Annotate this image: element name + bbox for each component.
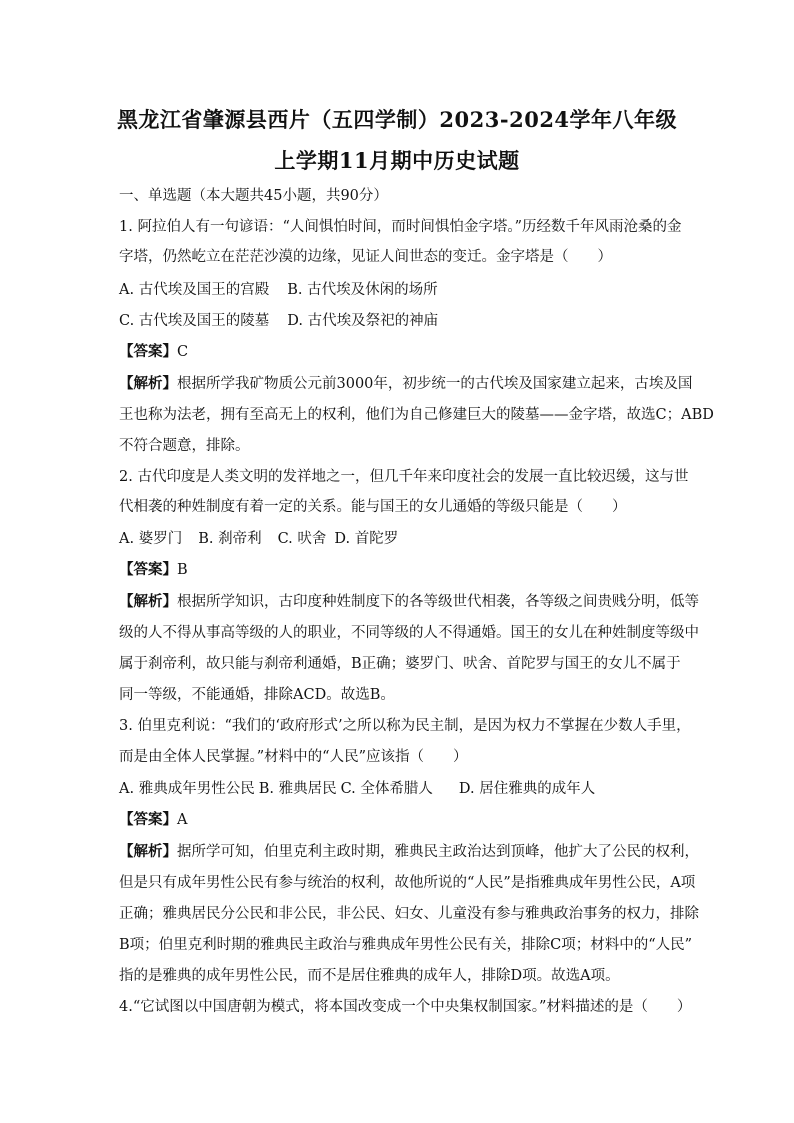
q3-analysis-text1: 据所学可知，伯里克利主政时期，雅典民主政治达到顶峰，他扩大了公民的权利，	[177, 844, 699, 860]
q2-option-a: A. 婆罗门	[119, 531, 183, 547]
q3-option-b: B. 雅典居民	[258, 781, 337, 797]
q1-option-b: B. 古代埃及休闲的场所	[287, 282, 438, 298]
q2-answer	[119, 560, 188, 580]
q1-option-c: C. 古代埃及国王的陵墓	[119, 313, 270, 329]
q1-answer-label: 【答案】	[119, 343, 177, 360]
q3-answer	[119, 810, 187, 830]
document-title-line1: 黑龙江省肇源县西片（五四学制）2023-2024学年八年级	[116, 107, 678, 132]
q1-analysis-line2: 王也称为法老，拥有至高无上的权利，他们为自己修建巨大的陵墓——金字塔，故选C；ABD	[119, 407, 714, 423]
q2-analysis-line2: 级的人不得从事高等级的人的职业，不同等级的人不得通婚。国王的女儿在种姓制度等级中	[119, 625, 699, 641]
q1-analysis-label: 【解析】	[119, 375, 177, 392]
q2-answer-label: 【答案】	[119, 561, 177, 578]
q3-answer-value: A	[177, 812, 188, 828]
q3-options-row	[119, 779, 595, 799]
q1-option-d: D. 古代埃及祭祀的神庙	[287, 313, 439, 329]
q1-options-row2	[119, 311, 438, 331]
q2-analysis-line4: 同一等级，不能通婚，排除ACD。故选B。	[119, 687, 395, 703]
q1-analysis-text1: 根据所学我矿物质公元前3000年，初步统一的古代埃及国家建立起来，古埃及国	[177, 376, 693, 392]
q2-option-b: B. 刹帝利	[198, 531, 262, 547]
q3-stem-line1: 3. 伯里克利说：“我们的‘政府形式’之所以称为民主制，是因为权力不掌握在少数人手里，	[119, 718, 691, 734]
q1-analysis-line1	[119, 374, 692, 394]
q2-options-row	[119, 529, 398, 549]
q3-analysis-line3: 正确；雅典居民分公民和非公民，非公民、妇女、儿童没有参与雅典政治事务的权力，排除	[119, 906, 699, 922]
q2-stem-line1: 2. 古代印度是人类文明的发祥地之一，但几千年来印度社会的发展一直比较迟缓，这与世	[119, 469, 689, 485]
q1-option-a: A. 古代埃及国王的宫殿	[119, 282, 270, 298]
q2-stem-line2: 代相袭的种姓制度有着一定的关系。能与国王的女儿通婚的等级只能是（ ）	[119, 499, 627, 515]
q1-answer-value: C	[177, 344, 189, 360]
q1-options-row1	[119, 280, 438, 300]
q1-answer	[119, 342, 188, 362]
q2-answer-value: B	[177, 562, 188, 578]
q1-stem-line2: 字塔，仍然屹立在茫茫沙漠的边缘，见证人间世态的变迁。金字塔是（ ）	[119, 249, 612, 265]
q2-analysis-line1	[119, 592, 699, 612]
q3-analysis-line5: 指的是雅典的成年男性公民，而不是居住雅典的成年人，排除D项。故选A项。	[119, 968, 620, 984]
section-header: 一、单选题（本大题共45小题，共90分）	[119, 188, 388, 204]
q3-analysis-line2: 但是只有成年男性公民有参与统治的权利，故他所说的“人民”是指雅典成年男性公民，A项	[119, 875, 696, 891]
q3-analysis-label: 【解析】	[119, 843, 177, 860]
q1-stem-line1: 1. 阿拉伯人有一句谚语：“人间惧怕时间，而时间惧怕金字塔。”历经数千年风雨沧桑的金	[119, 219, 682, 235]
q3-analysis-line4: B项；伯里克利时期的雅典民主政治与雅典成年男性公民有关，排除C项；材料中的“人民”	[119, 937, 693, 953]
q3-analysis-line1	[119, 842, 699, 862]
q1-analysis-line3: 不符合题意，排除。	[119, 438, 250, 454]
q2-option-d: D. 首陀罗	[334, 531, 399, 547]
q3-option-c: C. 全体希腊人	[340, 781, 433, 797]
q2-analysis-line3: 属于刹帝利，故只能与刹帝利通婚，B正确；婆罗门、吠舍、首陀罗与国王的女儿不属于	[119, 656, 681, 672]
q3-option-d: D. 居住雅典的成年人	[458, 781, 596, 797]
q3-option-a: A. 雅典成年男性公民	[119, 781, 255, 797]
q2-analysis-text1: 根据所学知识，古印度种姓制度下的各等级世代相袭，各等级之间贵贱分明，低等	[177, 594, 699, 610]
q2-analysis-label: 【解析】	[119, 593, 177, 610]
document-title-line2: 上学期11月期中历史试题	[274, 148, 520, 173]
q4-stem-line1: 4.“它试图以中国唐朝为模式，将本国改变成一个中央集权制国家。”材料描述的是（ ）	[119, 999, 692, 1015]
q2-option-c: C. 吠舍	[277, 531, 327, 547]
q3-answer-label: 【答案】	[119, 811, 177, 828]
q3-stem-line2: 而是由全体人民掌握。”材料中的“人民”应该指（ ）	[119, 749, 468, 765]
